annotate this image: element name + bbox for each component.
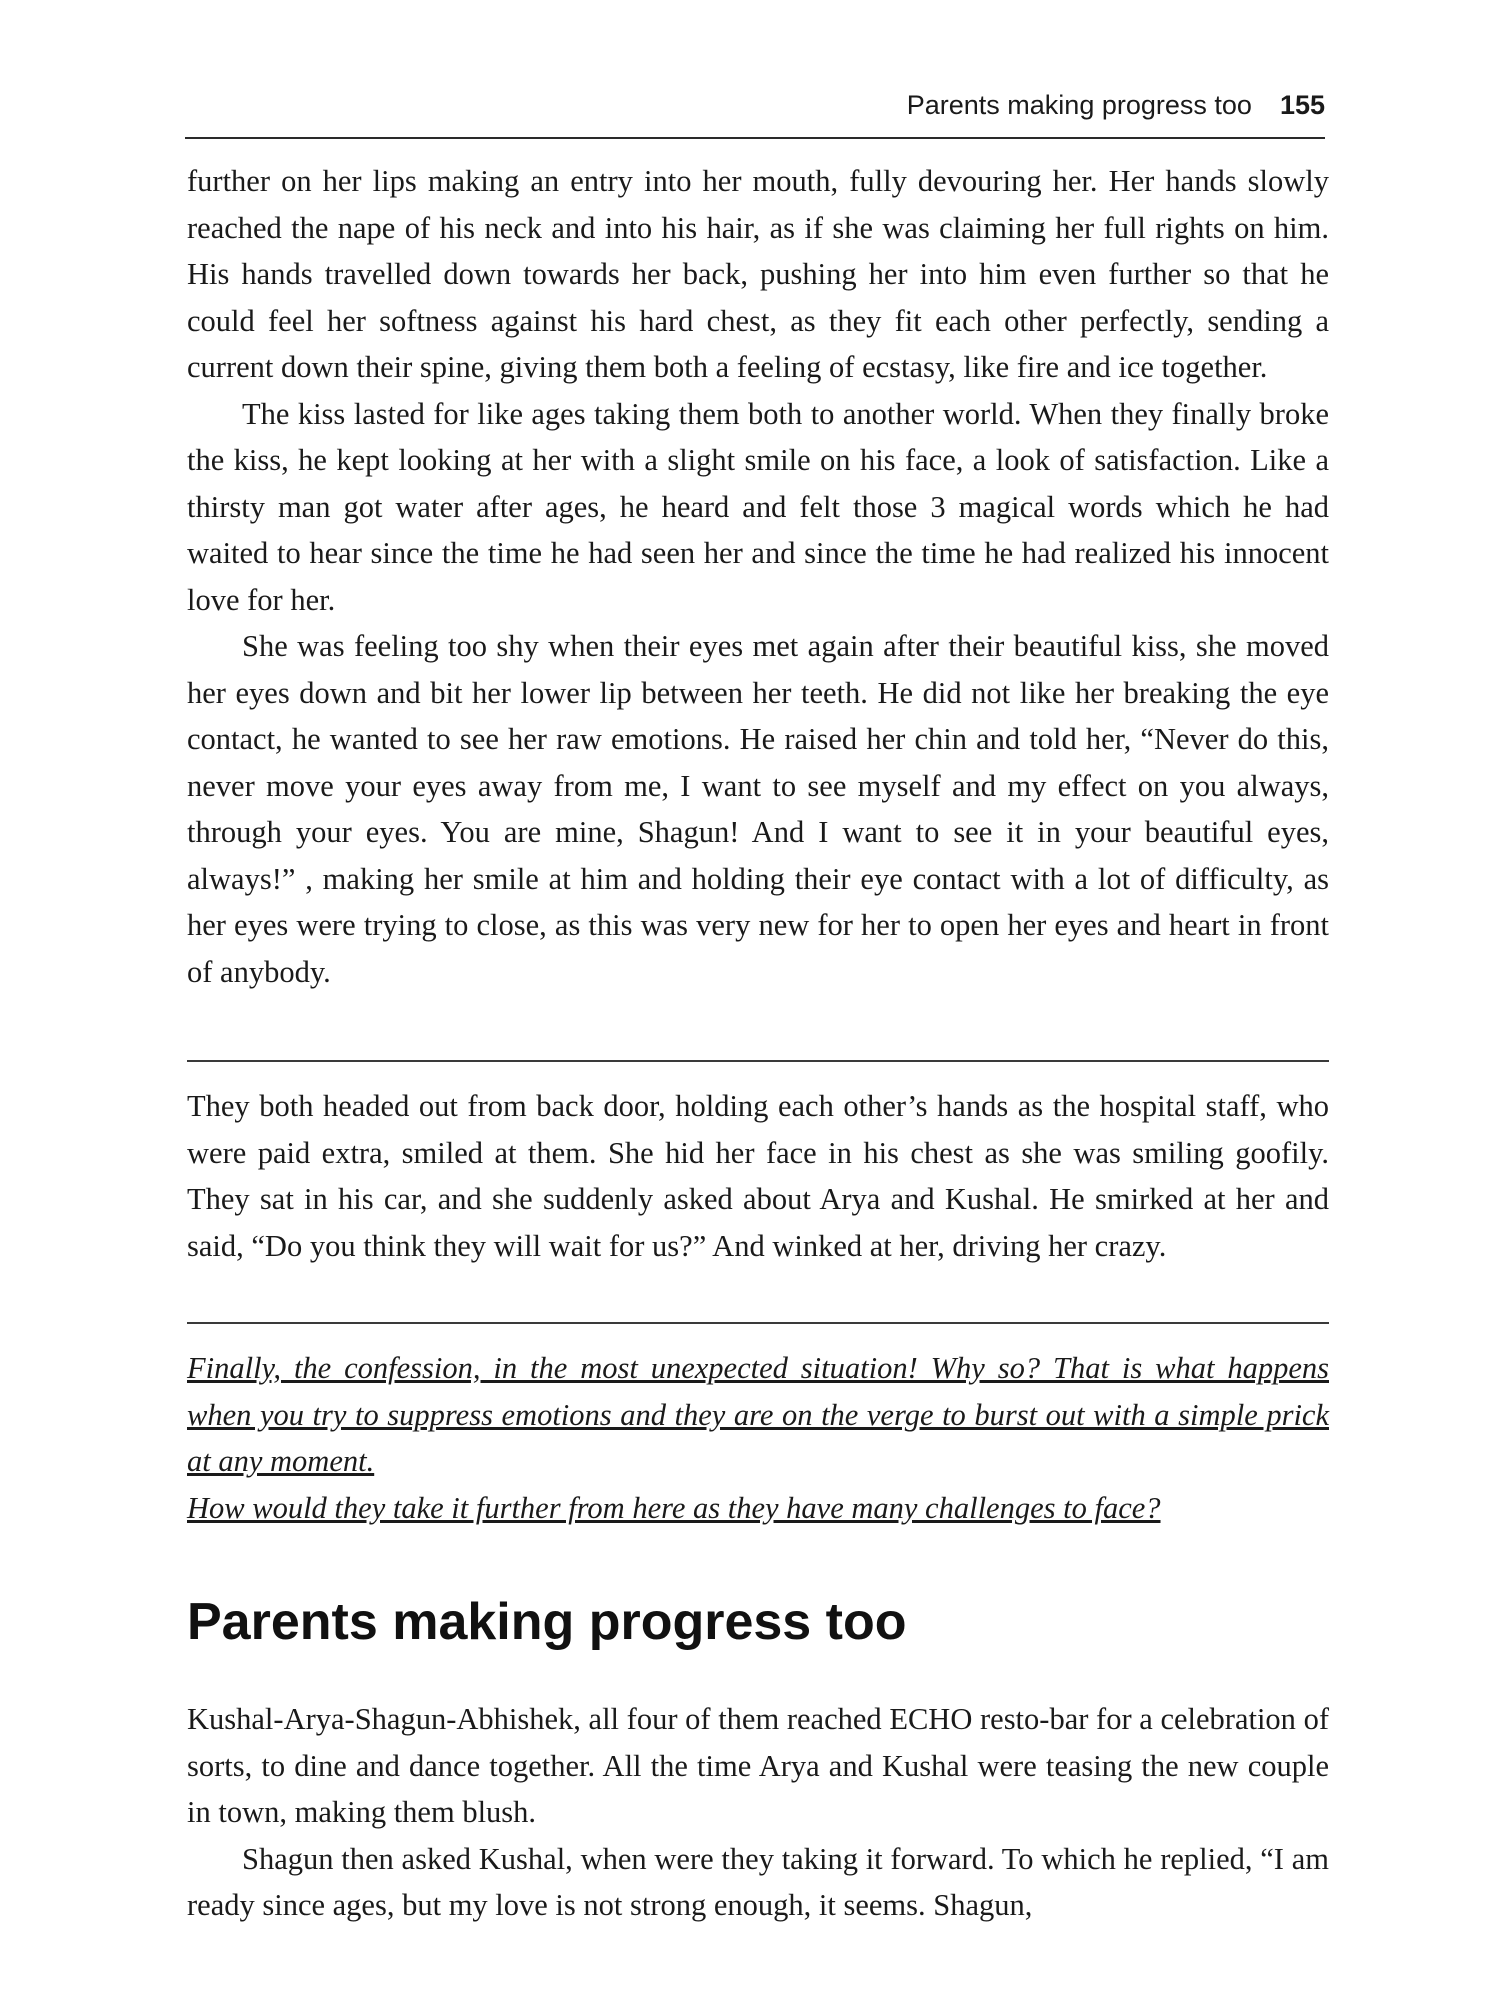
paragraph: Kushal-Arya-Shagun-Abhishek, all four of them reached ECHO resto-bar for a celebration of sorts, to dine and dance together. All the time Arya and Kushal were teasing the new couple in town, making them blush. xyxy=(187,1702,1329,1829)
header-rule xyxy=(185,137,1325,139)
page-number: 155 xyxy=(1279,90,1325,120)
paragraph: The kiss lasted for like ages taking them both to another world. When they finally broke the kiss, he kept looking at her with a slight smile on his face, a look of satisfaction. Like a thirsty man got water after ages, he heard and felt those 3 magical words which he had waited to hear since the time he had seen her and since the time he had realized his innocent love for her. xyxy=(187,396,1329,617)
commentary-line: How would they take it further from here as they have many challenges to face? xyxy=(187,1490,1161,1525)
paragraph: They both headed out from back door, holding each other’s hands as the hospital staff, who were paid extra, smiled at them. She hid her face in his chest as she was smiling goofily. They sat in his car, and she suddenly asked about Arya and Kushal. He smirked at her and said, “Do you think they will wait for us?” And winked at her, driving her crazy. xyxy=(187,1089,1329,1263)
scene-break-rule xyxy=(187,1060,1329,1062)
paragraph: further on her lips making an entry into her mouth, fully devouring her. Her hands slowly reached the nape of his neck and into his hair, as if she was claiming her full rights on him. His hands travelled down towards her back, pushing her into him even further so that he could feel her softness against his hard chest, as they fit each other perfectly, sending a current down their spine, giving them both a feeling of ecstasy, like fire and ice together. xyxy=(187,164,1329,384)
author-commentary xyxy=(187,1345,1329,1531)
scene-break-rule xyxy=(187,1322,1329,1324)
running-title: Parents making progress too xyxy=(906,90,1252,120)
commentary-line: Finally, the confession, in the most unexpected situation! Why so? That is what happens when you try to suppress emotions and they are on the verge to burst out with a simple prick at any moment. xyxy=(187,1351,1329,1478)
section-2-text xyxy=(187,1083,1329,1269)
paragraph: Shagun then asked Kushal, when were they taking it forward. To which he replied, “I am ready since ages, but my love is not strong enough, it seems. Shagun, xyxy=(187,1841,1329,1922)
chapter-title: Parents making progress too xyxy=(187,1593,907,1651)
chapter-text xyxy=(187,1696,1329,1929)
section-1-text xyxy=(187,158,1329,995)
page-header xyxy=(185,90,1325,138)
paragraph: She was feeling too shy when their eyes met again after their beautiful kiss, she moved her eyes down and bit her lower lip between her teeth. He did not like her breaking the eye contact, he wanted to see her raw emotions. He raised her chin and told her, “Never do this, never move your eyes away from me, I want to see myself and my effect on you always, through your eyes. You are mine, Shagun! And I want to see it in your beautiful eyes, always!” , making her smile at him and holding their eye contact with a lot of difficulty, as her eyes were trying to close, as this was very new for her to open her eyes and heart in front of anybody. xyxy=(187,629,1329,989)
